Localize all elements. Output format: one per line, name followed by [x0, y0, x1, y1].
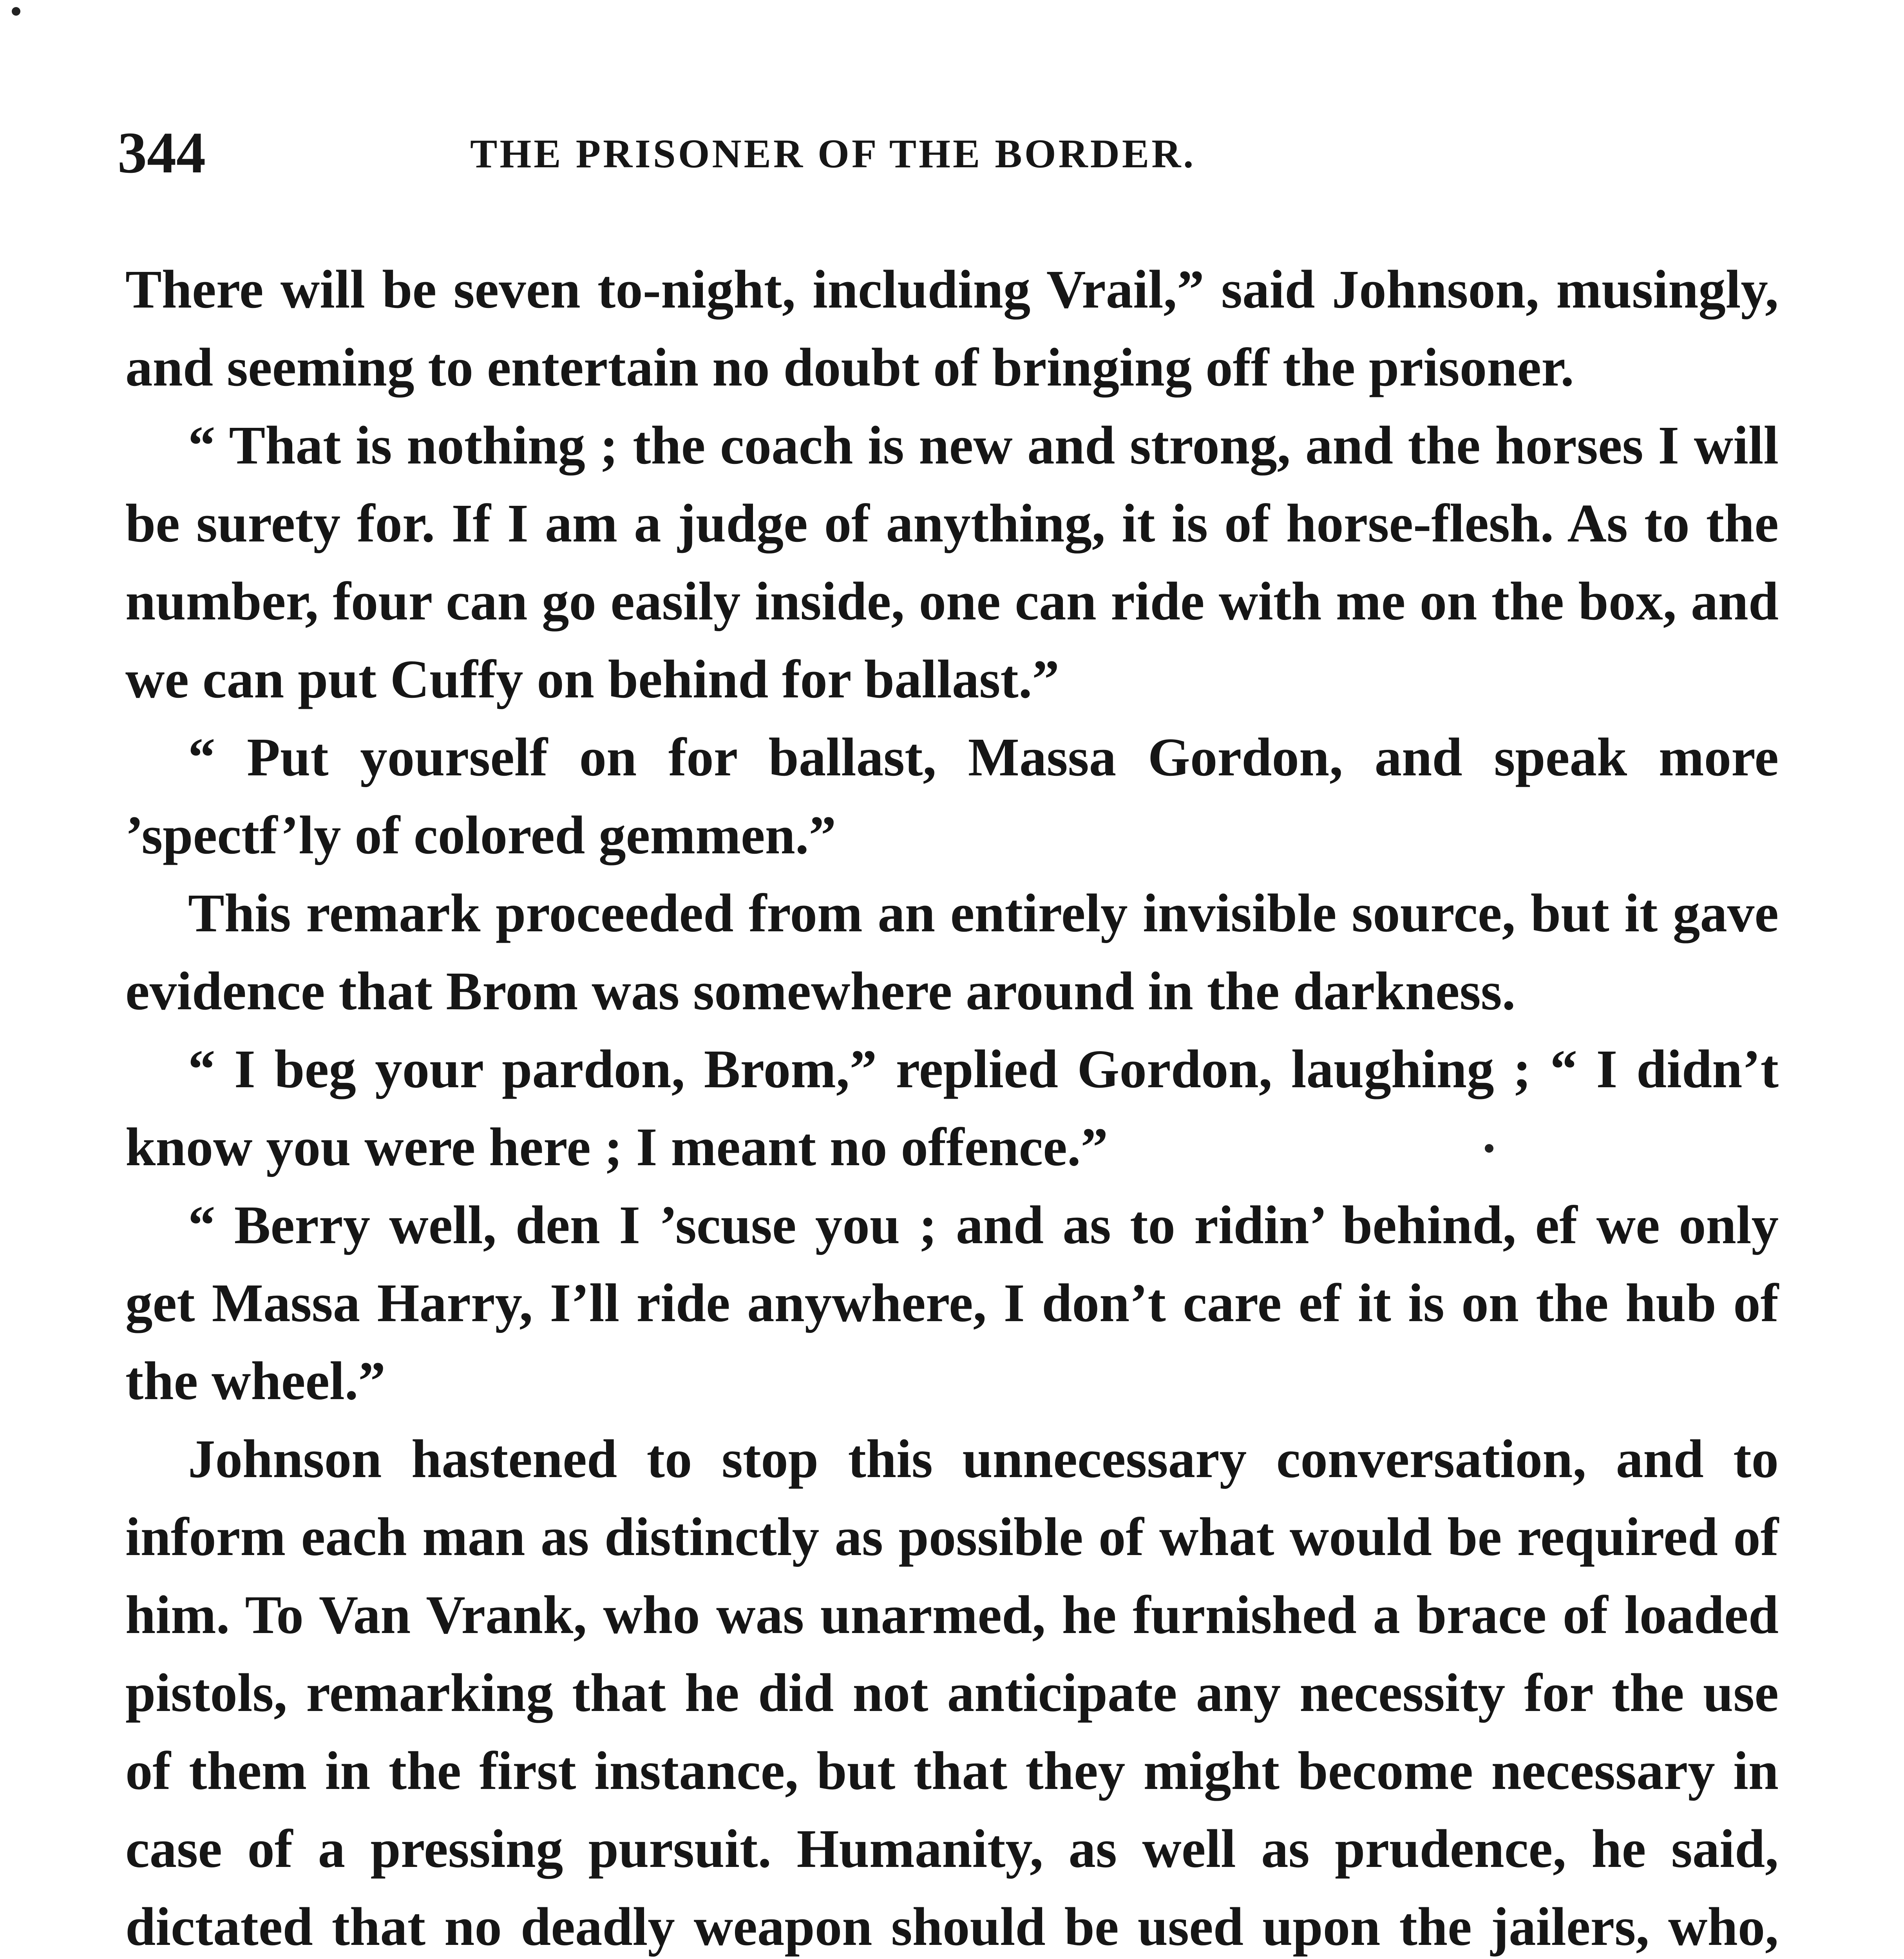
paragraph-1: There will be seven to-night, including Vrail,” said Johnson, musingly, and seeming to entertain no doubt of bringing off the prisoner. — [125, 259, 1779, 398]
running-title: THE PRISONER OF THE BORDER. — [470, 131, 1196, 176]
paragraph-6: “ Berry well, den I ’scuse you ; and as to ridin’ behind, ef we only get Massa Harry, I’ll ride anywhere, I don’t care ef it is on the hub of the wheel.” — [125, 1195, 1779, 1411]
paragraph-4: This remark proceeded from an entirely invisible source, but it gave evidence that Brom was somewhere around in the darkness. — [125, 883, 1779, 1021]
page-number: 344 — [118, 120, 206, 185]
page-header — [118, 118, 1779, 188]
paragraph-7: Johnson hastened to stop this unnecessary conversation, and to inform each man as distinctly as possible of what would be required of him. To Van Vrank, who was unarmed, he furnished a brace of loaded pistols, remarking that he did not anticipate any necessity for the use of them in the first instance, but that they might become necessary in case of a pressing pursuit. Humanity, as well as prudence, he said, dictated that no deadly weapon should be used upon the jailers, who, — [125, 1429, 1779, 1957]
print-speck — [12, 7, 20, 16]
paragraph-3: “ Put yourself on for ballast, Massa Gordon, and speak more ’spectf’ly of colored gemmen.” — [125, 727, 1779, 865]
paragraph-2: “ That is nothing ; the coach is new and strong, and the horses I will be surety for. If I am a judge of anything, it is of horse-flesh. As to the number, four can go easily inside, one can ride with me on the box, and we can put Cuffy on behind for ballast.” — [125, 415, 1779, 710]
paragraph-5: “ I beg your pardon, Brom,” replied Gordon, laughing ; “ I didn’t know you were here ; I meant no offence.” — [125, 1039, 1779, 1177]
print-speck — [1485, 1144, 1493, 1153]
body-text — [125, 251, 1779, 1959]
